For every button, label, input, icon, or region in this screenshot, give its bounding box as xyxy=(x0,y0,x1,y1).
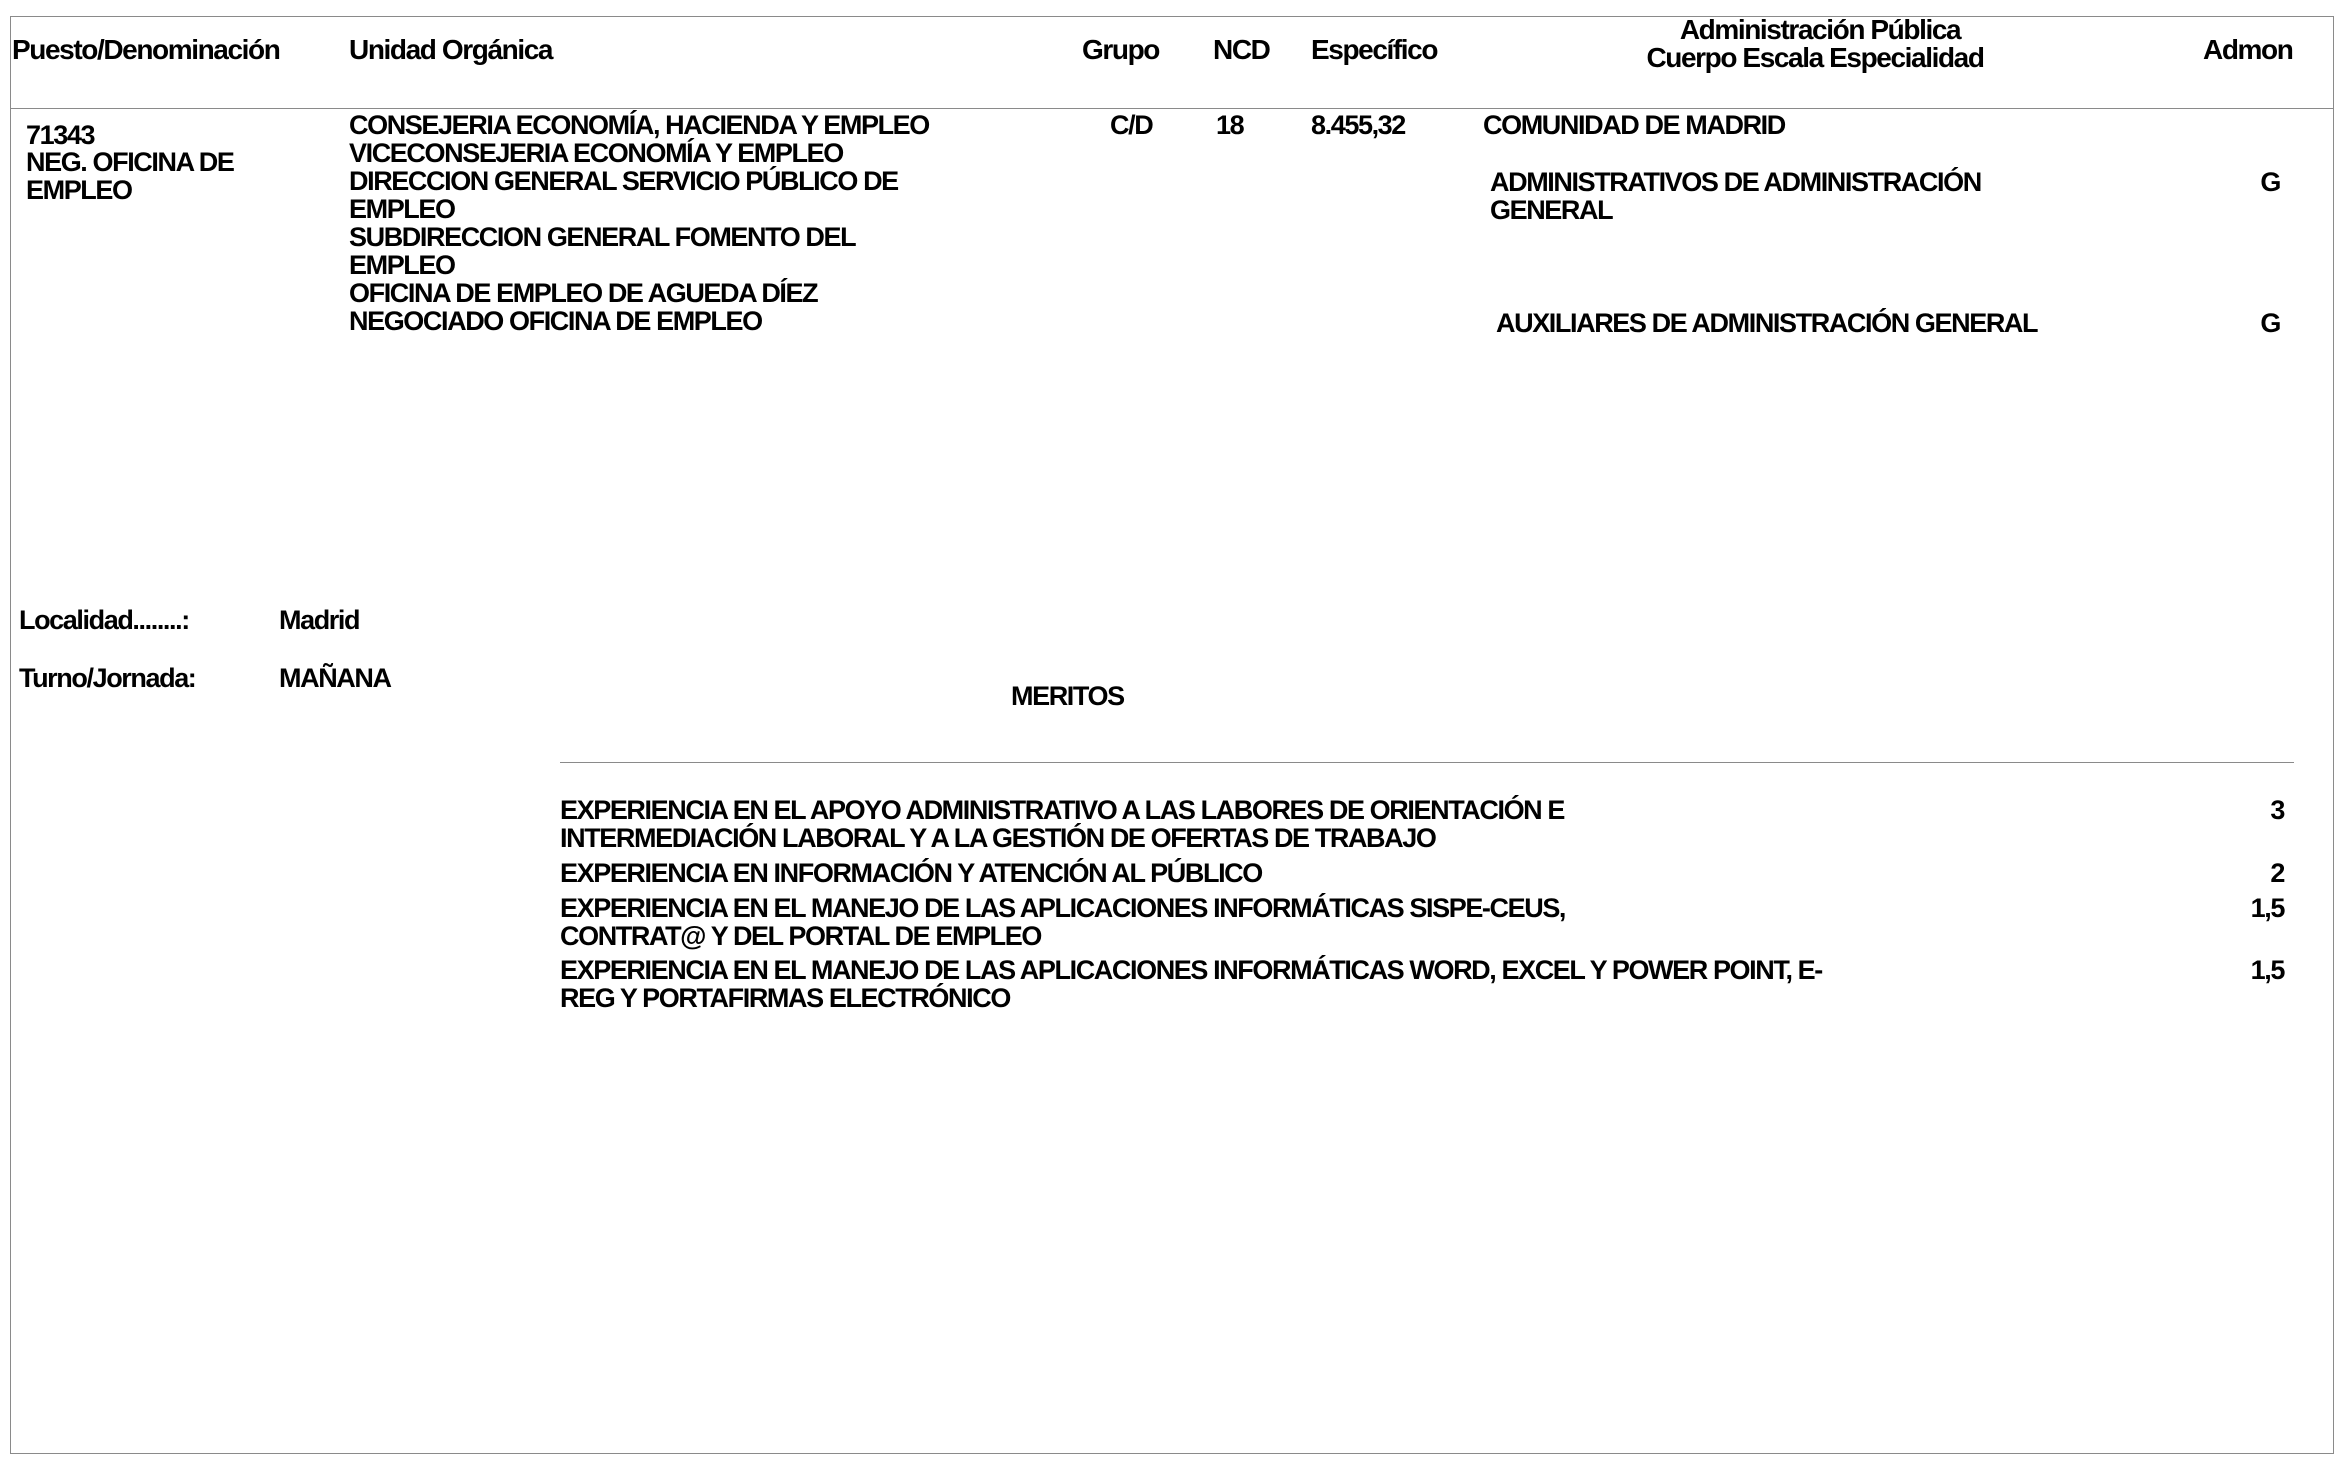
header-cuerpo-escala: Cuerpo Escala Especialidad xyxy=(1646,42,1984,73)
merito-item: EXPERIENCIA EN EL APOYO ADMINISTRATIVO A LAS LABORES DE ORIENTACIÓN E INTERMEDIACIÓN LABORAL Y A LA GESTIÓN DE OFERTAS DE TRABAJO xyxy=(560,795,1564,853)
merito-item: EXPERIENCIA EN EL MANEJO DE LAS APLICACIONES INFORMÁTICAS WORD, EXCEL Y POWER POINT, E- REG Y PORTAFIRMAS ELECTRÓNICO xyxy=(560,955,1822,1013)
localidad-value: Madrid xyxy=(279,605,360,635)
unidad-organica-text: CONSEJERIA ECONOMÍA, HACIENDA Y EMPLEO VICECONSEJERIA ECONOMÍA Y EMPLEO DIRECCION GENERAL SERVICIO PÚBLICO DE EMPLEO SUBDIRECCION GENERAL FOMENTO DEL EMPLEO OFICINA DE EMPLEO DE AGUEDA DÍEZ NEGOCIADO OFICINA DE EMPLEO xyxy=(349,110,929,336)
cuerpo-item: AUXILIARES DE ADMINISTRACIÓN GENERAL xyxy=(1496,308,2038,338)
cuerpo-item: ADMINISTRATIVOS DE ADMINISTRACIÓN GENERAL xyxy=(1490,167,1981,225)
header-unidad-organica: Unidad Orgánica xyxy=(349,34,553,65)
header-puesto: Puesto/Denominación xyxy=(12,34,280,65)
especifico-value: 8.455,32 xyxy=(1311,110,1405,140)
merito-points: 3 xyxy=(2270,795,2284,825)
puesto-code: 71343 xyxy=(26,120,95,150)
puesto-denominacion: NEG. OFICINA DE EMPLEO xyxy=(26,147,234,205)
header-ncd: NCD xyxy=(1213,34,1270,65)
merito-points: 1,5 xyxy=(2250,893,2284,923)
header-especifico: Específico xyxy=(1311,34,1438,65)
localidad-label: Localidad........: xyxy=(19,605,189,635)
merito-item: EXPERIENCIA EN EL MANEJO DE LAS APLICACIONES INFORMÁTICAS SISPE-CEUS, CONTRAT@ Y DEL PORTAL DE EMPLEO xyxy=(560,893,1566,951)
turno-value: MAÑANA xyxy=(279,663,391,693)
merito-points: 1,5 xyxy=(2250,955,2284,985)
meritos-title: MERITOS xyxy=(1011,681,1124,711)
header-divider xyxy=(10,108,2334,109)
grupo-value: C/D xyxy=(1110,110,1153,140)
header-admon: Admon xyxy=(2203,34,2293,65)
cuerpo-admon: G xyxy=(2260,308,2280,338)
meritos-divider xyxy=(560,762,2294,763)
merito-points: 2 xyxy=(2270,858,2284,888)
turno-label: Turno/Jornada: xyxy=(19,663,196,693)
merito-item: EXPERIENCIA EN INFORMACIÓN Y ATENCIÓN AL PÚBLICO xyxy=(560,858,1262,888)
header-administracion-publica: Administración Pública xyxy=(1679,14,1961,45)
header-grupo: Grupo xyxy=(1082,34,1159,65)
administracion-value: COMUNIDAD DE MADRID xyxy=(1483,110,1785,140)
ncd-value: 18 xyxy=(1216,110,1244,140)
cuerpo-admon: G xyxy=(2260,167,2280,197)
